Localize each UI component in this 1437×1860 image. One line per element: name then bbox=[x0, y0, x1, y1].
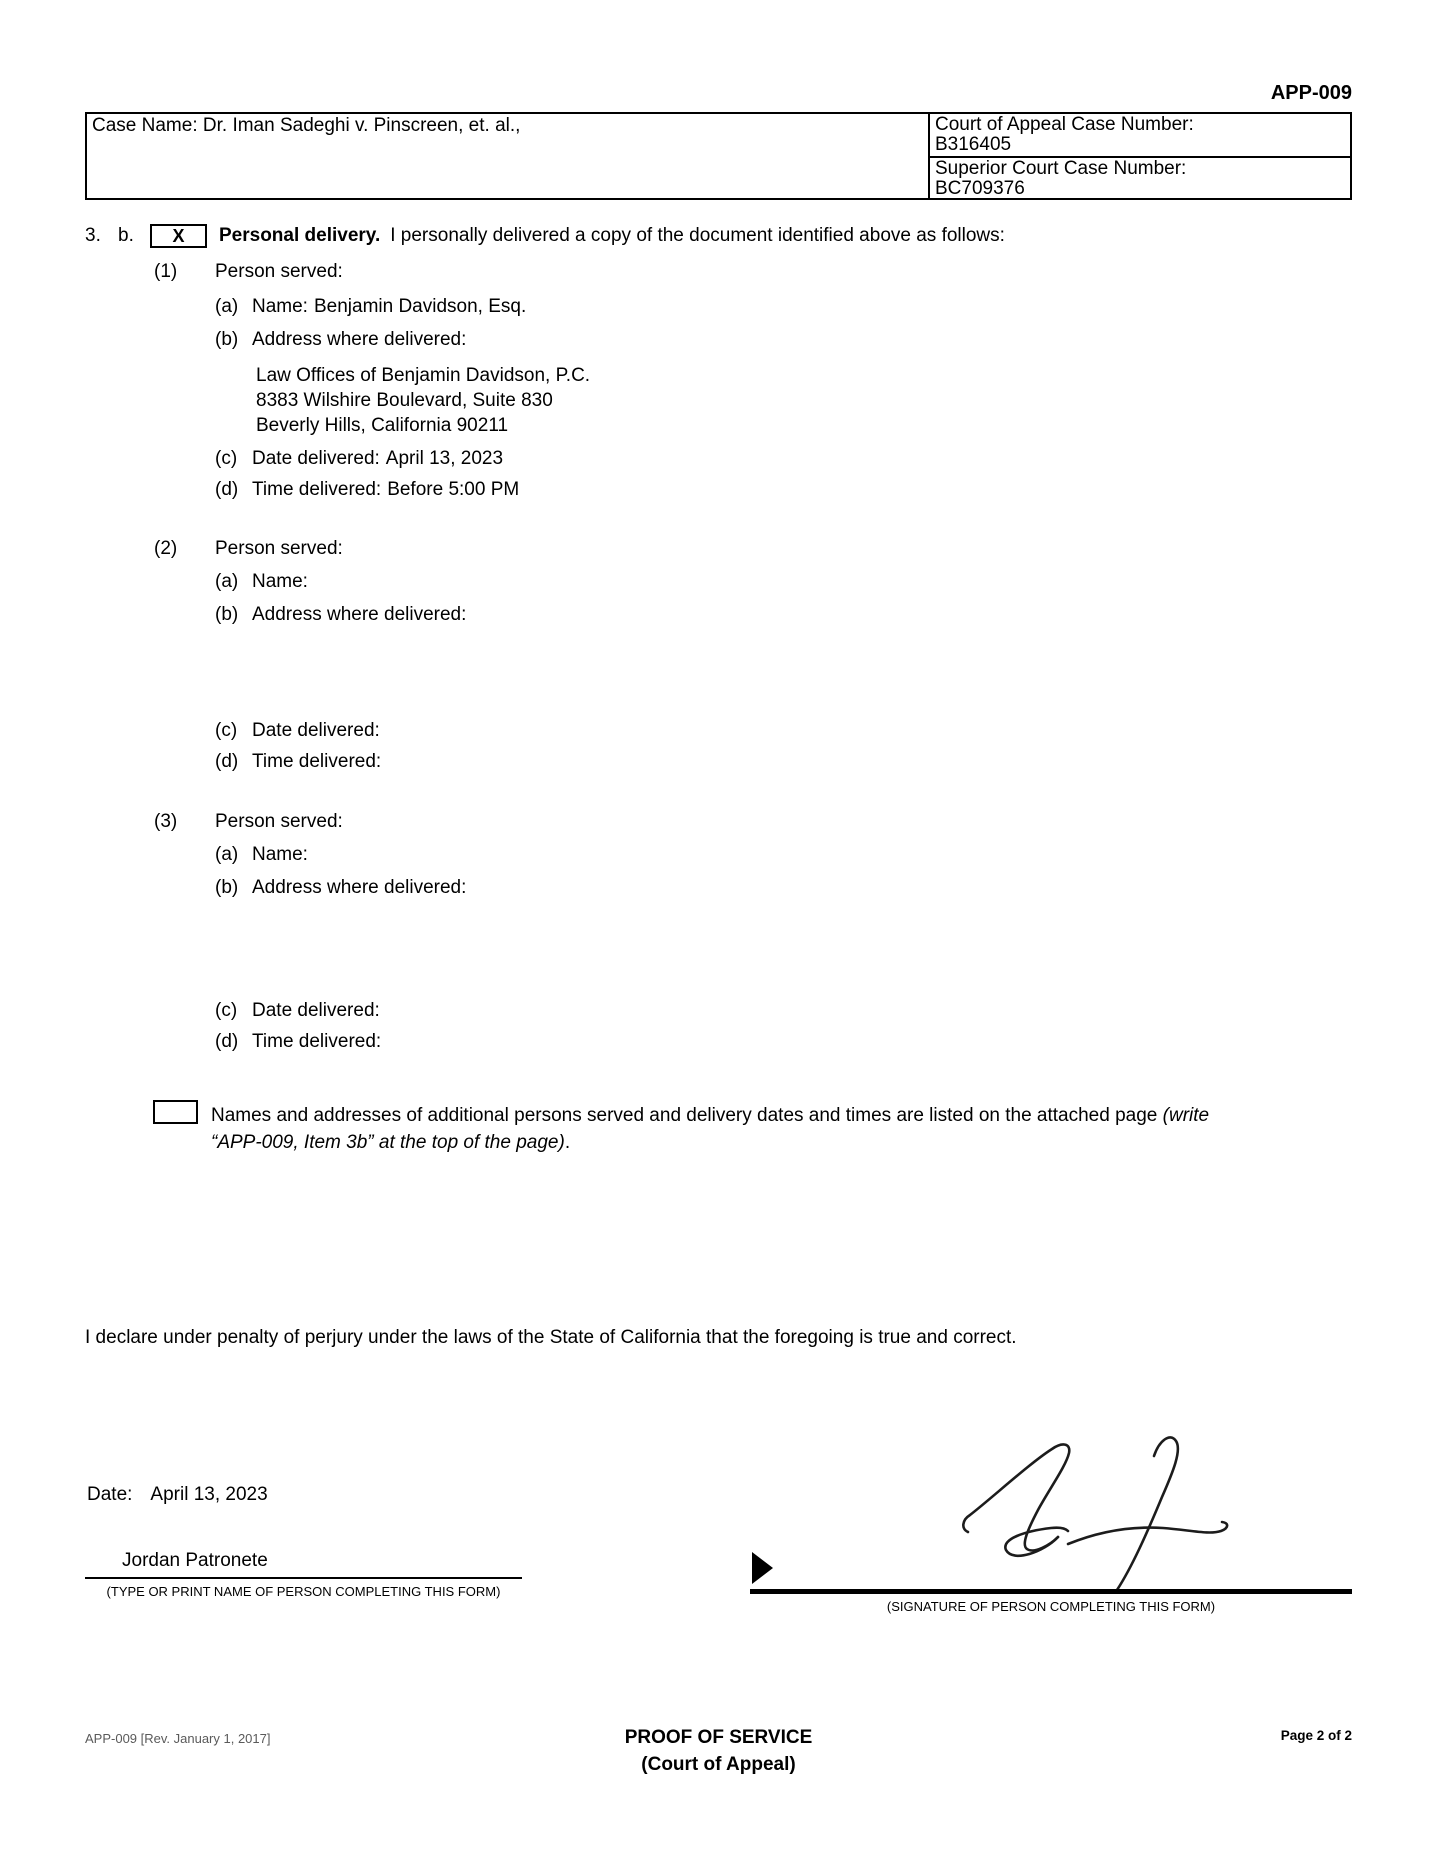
person-1-time-row: (d) Time delivered: Before 5:00 PM bbox=[215, 479, 520, 500]
superior-case-label: Superior Court Case Number: bbox=[935, 158, 1187, 179]
case-name-label: Case Name: bbox=[92, 115, 198, 136]
address-label: Address where delivered: bbox=[252, 604, 467, 625]
typed-name: Jordan Patronete bbox=[122, 1550, 268, 1571]
person-3-heading: (3) Person served: bbox=[154, 811, 343, 832]
person-1-heading: (1) Person served: bbox=[154, 261, 343, 282]
person-2-address-row: (b) Address where delivered: bbox=[215, 604, 467, 625]
date-delivered-label: Date delivered: bbox=[252, 448, 380, 469]
case-name-value: Dr. Iman Sadeghi v. Pinscreen, et. al., bbox=[202, 115, 521, 136]
typed-name-caption: (TYPE OR PRINT NAME OF PERSON COMPLETING THIS FORM) bbox=[106, 1584, 501, 1599]
handwritten-signature bbox=[958, 1432, 1258, 1590]
signature-line bbox=[750, 1589, 1352, 1594]
footer-page-number: Page 2 of 2 bbox=[1280, 1728, 1352, 1743]
person-2-number: (2) bbox=[154, 538, 178, 559]
name-label: Name: bbox=[252, 844, 308, 865]
case-name-cell bbox=[87, 114, 930, 198]
form-number: APP-009 bbox=[1270, 82, 1352, 104]
date-delivered-label: Date delivered: bbox=[252, 720, 380, 741]
appeal-case-label: Court of Appeal Case Number: bbox=[935, 114, 1194, 135]
person-1-address-line-3: Beverly Hills, California 90211 bbox=[256, 415, 509, 436]
superior-case-number: BC709376 bbox=[935, 178, 1025, 199]
time-delivered-value: Before 5:00 PM bbox=[387, 479, 520, 500]
person-3-name-row: (a) Name: bbox=[215, 844, 308, 865]
date-label: Date: bbox=[87, 1484, 133, 1505]
person-1-name-row: (a) Name: Benjamin Davidson, Esq. bbox=[215, 296, 527, 317]
person-2-name-row: (a) Name: bbox=[215, 571, 308, 592]
superior-case-cell bbox=[930, 158, 1350, 200]
signature-caption: (SIGNATURE OF PERSON COMPLETING THIS FORM) bbox=[886, 1599, 1216, 1614]
date-value: April 13, 2023 bbox=[150, 1484, 268, 1505]
person-3-time-row: (d) Time delivered: bbox=[215, 1031, 382, 1052]
address-label: Address where delivered: bbox=[252, 877, 467, 898]
person-1-number: (1) bbox=[154, 261, 178, 282]
person-3-date-row: (c) Date delivered: bbox=[215, 1000, 380, 1021]
person-1-address-line-2: 8383 Wilshire Boulevard, Suite 830 bbox=[256, 390, 553, 411]
item-number: 3. bbox=[85, 225, 101, 246]
footer-subtitle: (Court of Appeal) bbox=[641, 1754, 796, 1775]
appeal-case-cell bbox=[930, 114, 1350, 158]
additional-persons-text: Names and addresses of additional persons served and delivery dates and times are listed on the attached page (write “APP-009, Item 3b” at the top of the page). bbox=[211, 1105, 1210, 1153]
person-2-heading: (2) Person served: bbox=[154, 538, 343, 559]
person-1-address-row: (b) Address where delivered: bbox=[215, 329, 467, 350]
name-label: Name: bbox=[252, 296, 308, 317]
time-delivered-label: Time delivered: bbox=[252, 479, 382, 500]
personal-delivery-checkbox-checked: X bbox=[150, 224, 207, 248]
time-delivered-label: Time delivered: bbox=[252, 751, 382, 772]
person-3-number: (3) bbox=[154, 811, 178, 832]
footer-form-revision: APP-009 [Rev. January 1, 2017] bbox=[85, 1731, 271, 1746]
date-row bbox=[87, 1483, 268, 1506]
footer-title: PROOF OF SERVICE bbox=[624, 1727, 813, 1748]
perjury-declaration: I declare under penalty of perjury under the laws of the State of California that the foregoing is true and correct. bbox=[85, 1327, 1017, 1348]
case-numbers-column bbox=[930, 114, 1350, 198]
item-letter: b. bbox=[118, 225, 134, 246]
case-header-table bbox=[85, 112, 1352, 200]
item-3b-row bbox=[85, 224, 1005, 248]
date-delivered-value: April 13, 2023 bbox=[385, 448, 504, 469]
signature-arrow-icon bbox=[752, 1552, 773, 1584]
person-2-time-row: (d) Time delivered: bbox=[215, 751, 382, 772]
address-label: Address where delivered: bbox=[252, 329, 467, 350]
appeal-case-number: B316405 bbox=[935, 134, 1012, 155]
person-1-date-row: (c) Date delivered: April 13, 2023 bbox=[215, 448, 504, 469]
person-2-date-row: (c) Date delivered: bbox=[215, 720, 380, 741]
date-delivered-label: Date delivered: bbox=[252, 1000, 380, 1021]
additional-persons-checkbox-empty bbox=[153, 1100, 198, 1124]
personal-delivery-intro: I personally delivered a copy of the document identified above as follows: bbox=[390, 225, 1005, 246]
personal-delivery-title: Personal delivery. bbox=[219, 225, 381, 246]
name-label: Name: bbox=[252, 571, 308, 592]
name-value: Benjamin Davidson, Esq. bbox=[313, 296, 527, 317]
time-delivered-label: Time delivered: bbox=[252, 1031, 382, 1052]
person-1-address-line-1: Law Offices of Benjamin Davidson, P.C. bbox=[256, 365, 591, 386]
typed-name-line bbox=[85, 1577, 522, 1579]
person-3-address-row: (b) Address where delivered: bbox=[215, 877, 467, 898]
